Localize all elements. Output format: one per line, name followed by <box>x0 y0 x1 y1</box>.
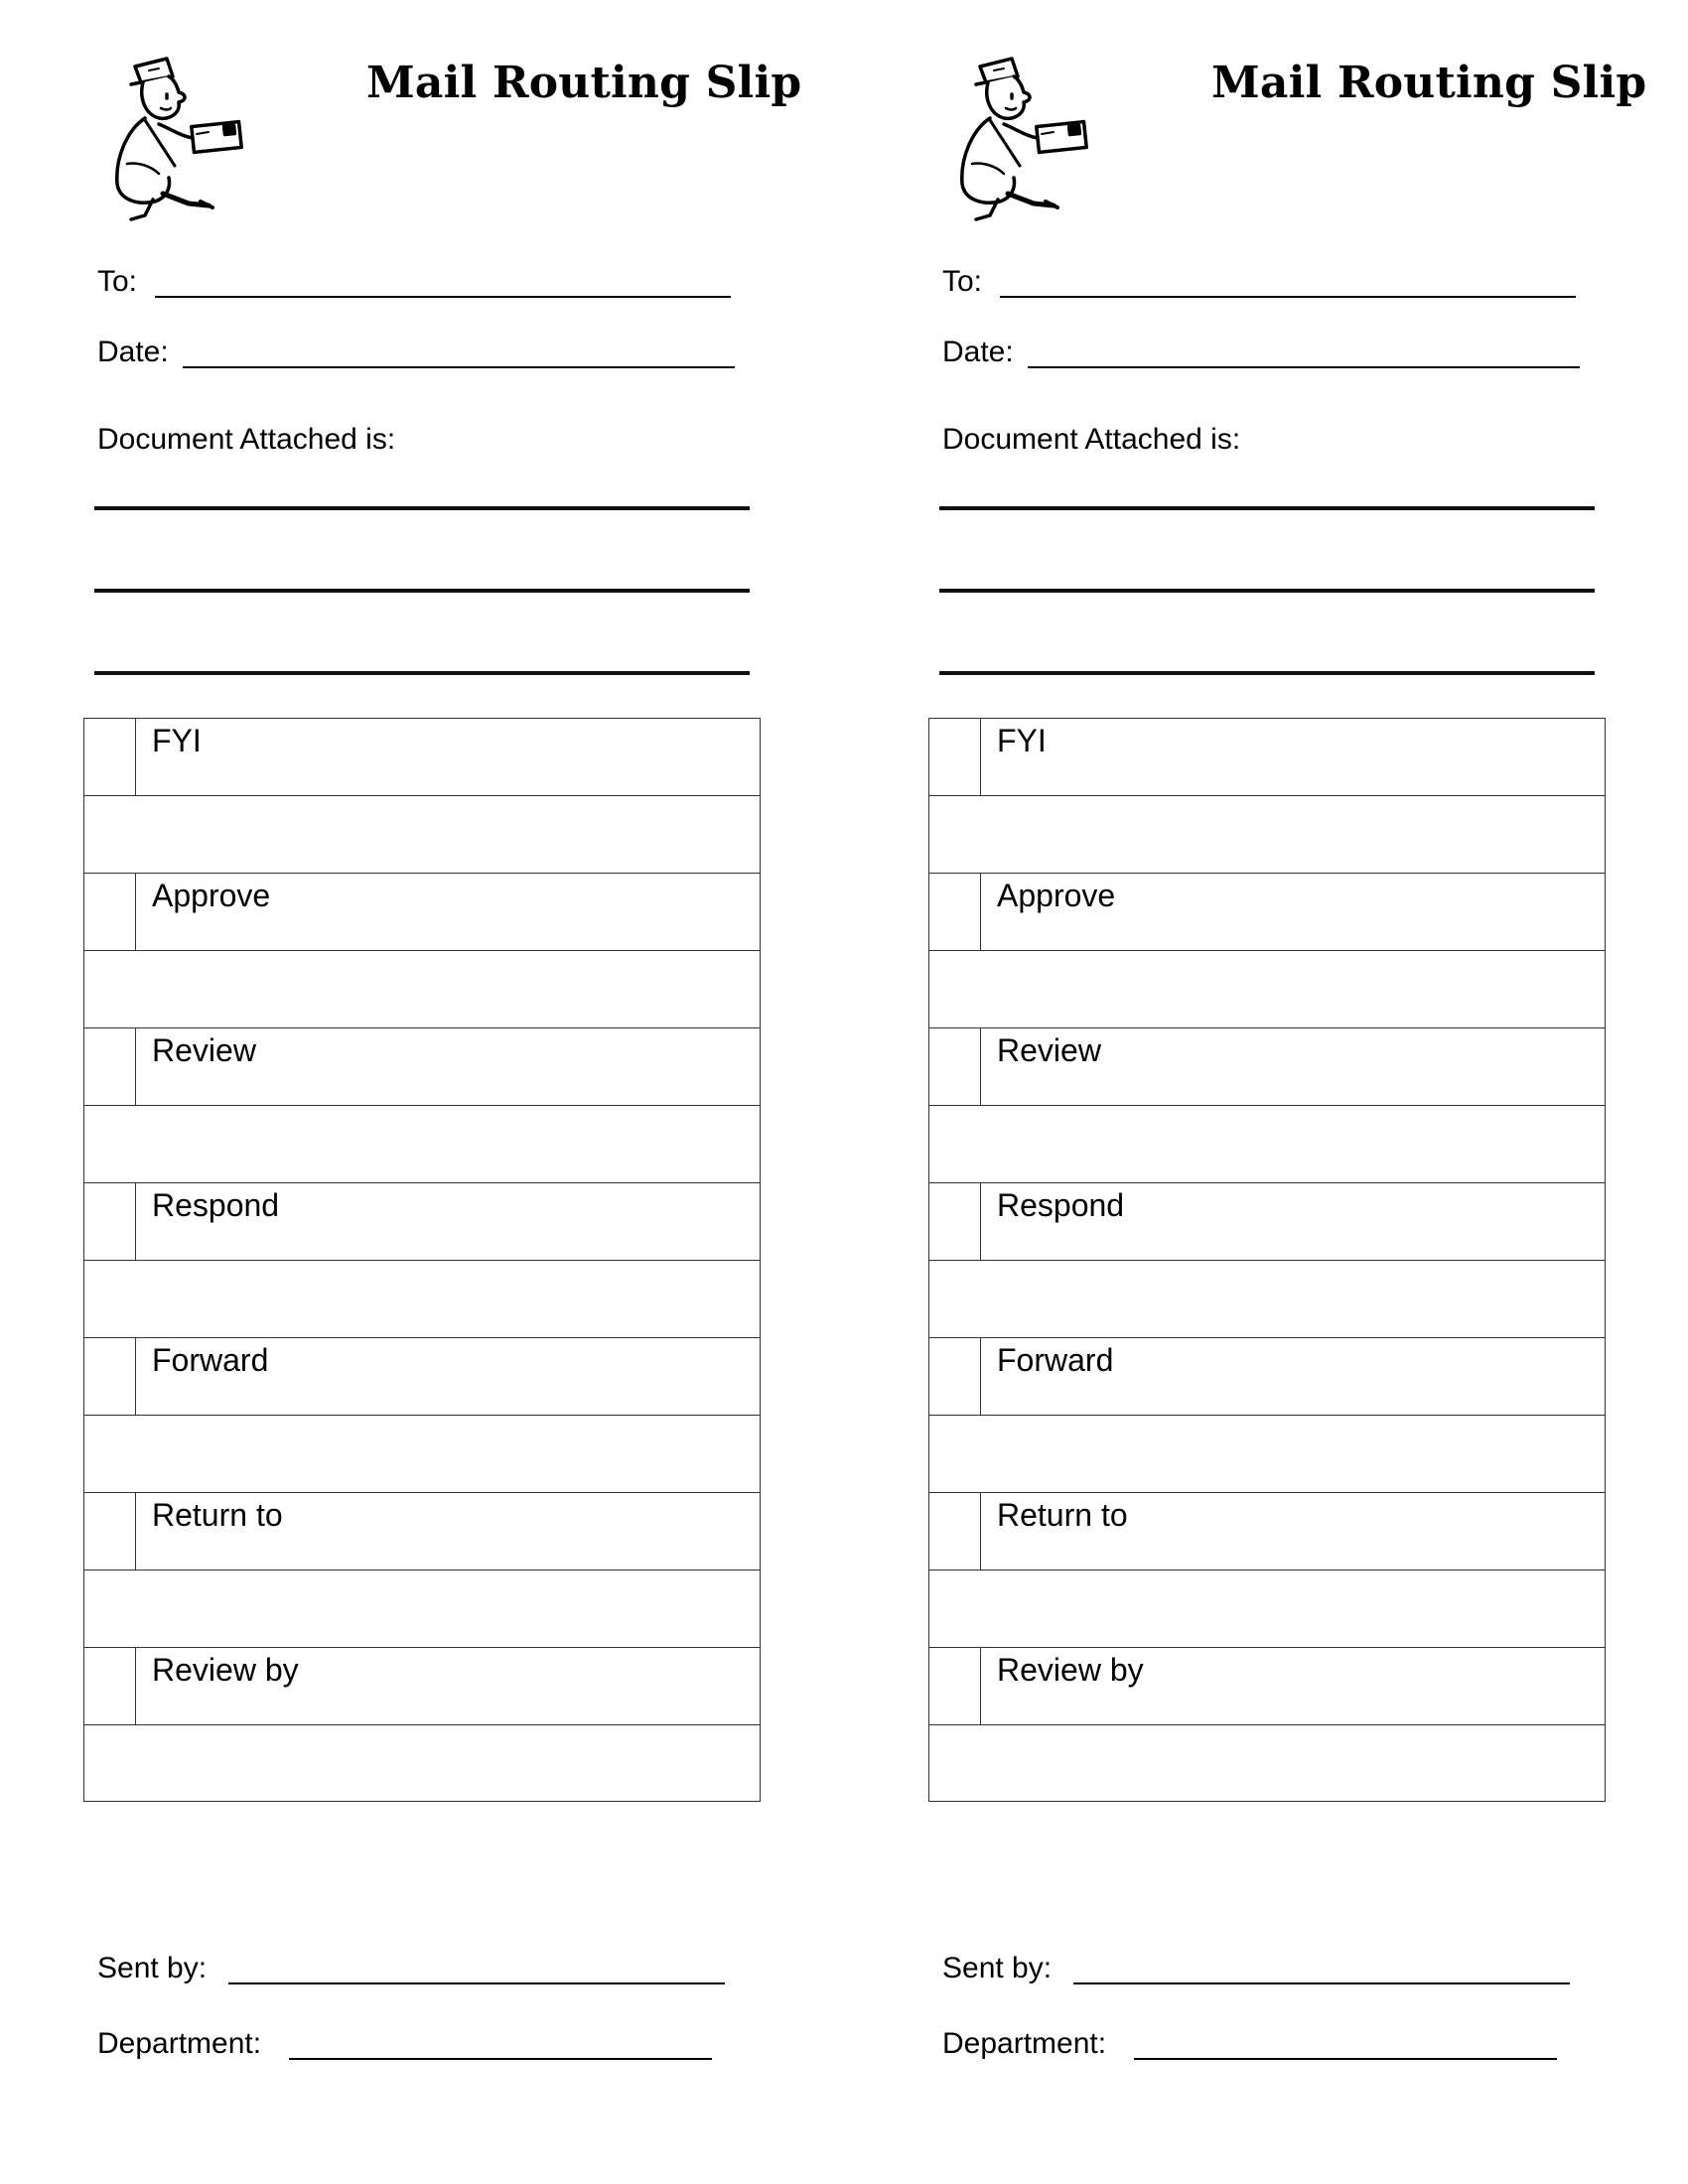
notes-row[interactable] <box>929 796 1605 874</box>
option-label: Review by <box>997 1652 1144 1688</box>
sent-by-label: Sent by: <box>97 1952 208 1984</box>
document-attached-label: Document Attached is: <box>97 423 396 456</box>
checkbox[interactable] <box>929 1028 981 1105</box>
routing-checklist <box>83 718 761 1802</box>
date-label: Date: <box>942 336 1014 368</box>
checklist-row <box>84 719 760 796</box>
to-field[interactable] <box>155 296 731 298</box>
notes-row[interactable] <box>84 1106 760 1183</box>
checkbox[interactable] <box>84 1648 136 1724</box>
checkbox[interactable] <box>84 1338 136 1415</box>
checklist-row <box>84 1493 760 1570</box>
checklist-row <box>84 1338 760 1416</box>
option-label: Return to <box>997 1497 1128 1533</box>
option-label: Return to <box>152 1497 283 1533</box>
option-label: FYI <box>997 723 1047 758</box>
notes-row[interactable] <box>929 1725 1605 1803</box>
notes-row[interactable] <box>929 1106 1605 1183</box>
date-label: Date: <box>97 336 169 368</box>
notes-row[interactable] <box>929 1570 1605 1648</box>
document-line-2[interactable] <box>94 589 750 593</box>
department-field[interactable] <box>1134 2058 1557 2060</box>
slip-left <box>83 0 802 2184</box>
mailman-icon <box>942 55 1091 223</box>
option-label: Approve <box>997 878 1116 913</box>
option-label: Respond <box>152 1187 280 1223</box>
slip-title: Mail Routing Slip <box>366 58 802 108</box>
notes-row[interactable] <box>84 1570 760 1648</box>
checklist-row <box>929 1183 1605 1261</box>
department-label: Department: <box>942 2027 1107 2060</box>
document-line-3[interactable] <box>94 671 750 675</box>
notes-row[interactable] <box>84 1725 760 1803</box>
checkbox[interactable] <box>929 1648 981 1724</box>
checkbox[interactable] <box>84 1183 136 1260</box>
checklist-row <box>84 1648 760 1725</box>
notes-row[interactable] <box>929 1261 1605 1338</box>
notes-row[interactable] <box>929 1416 1605 1493</box>
sent-by-label: Sent by: <box>942 1952 1053 1984</box>
checklist-row <box>929 874 1605 951</box>
option-label: Approve <box>152 878 271 913</box>
checkbox[interactable] <box>929 719 981 795</box>
to-field[interactable] <box>1000 296 1576 298</box>
date-field[interactable] <box>183 366 735 368</box>
to-label: To: <box>97 265 138 298</box>
notes-row[interactable] <box>929 951 1605 1028</box>
notes-row[interactable] <box>84 951 760 1028</box>
sent-by-field[interactable] <box>228 1982 725 1984</box>
checkbox[interactable] <box>929 874 981 950</box>
checkbox[interactable] <box>84 874 136 950</box>
option-label: Forward <box>997 1342 1114 1378</box>
document-line-3[interactable] <box>939 671 1595 675</box>
document-line-1[interactable] <box>94 506 750 510</box>
notes-row[interactable] <box>84 796 760 874</box>
notes-row[interactable] <box>84 1261 760 1338</box>
checkbox[interactable] <box>929 1493 981 1570</box>
checkbox[interactable] <box>84 1028 136 1105</box>
notes-row[interactable] <box>84 1416 760 1493</box>
document-line-1[interactable] <box>939 506 1595 510</box>
slip-title: Mail Routing Slip <box>1211 58 1647 108</box>
option-label: FYI <box>152 723 202 758</box>
checklist-row <box>84 874 760 951</box>
date-field[interactable] <box>1028 366 1580 368</box>
document-line-2[interactable] <box>939 589 1595 593</box>
checklist-row <box>929 719 1605 796</box>
checklist-row <box>929 1338 1605 1416</box>
checklist-row <box>929 1028 1605 1106</box>
to-label: To: <box>942 265 983 298</box>
checklist-row <box>929 1648 1605 1725</box>
option-label: Review <box>152 1032 256 1068</box>
checkbox[interactable] <box>84 719 136 795</box>
department-label: Department: <box>97 2027 262 2060</box>
sent-by-field[interactable] <box>1073 1982 1570 1984</box>
checklist-row <box>929 1493 1605 1570</box>
mailman-icon <box>97 55 246 223</box>
option-label: Review by <box>152 1652 299 1688</box>
checklist-row <box>84 1028 760 1106</box>
checklist-row <box>84 1183 760 1261</box>
slip-right <box>928 0 1647 2184</box>
document-attached-label: Document Attached is: <box>942 423 1241 456</box>
checkbox[interactable] <box>84 1493 136 1570</box>
option-label: Review <box>997 1032 1101 1068</box>
option-label: Respond <box>997 1187 1125 1223</box>
department-field[interactable] <box>289 2058 712 2060</box>
routing-checklist <box>928 718 1606 1802</box>
checkbox[interactable] <box>929 1183 981 1260</box>
option-label: Forward <box>152 1342 269 1378</box>
checkbox[interactable] <box>929 1338 981 1415</box>
